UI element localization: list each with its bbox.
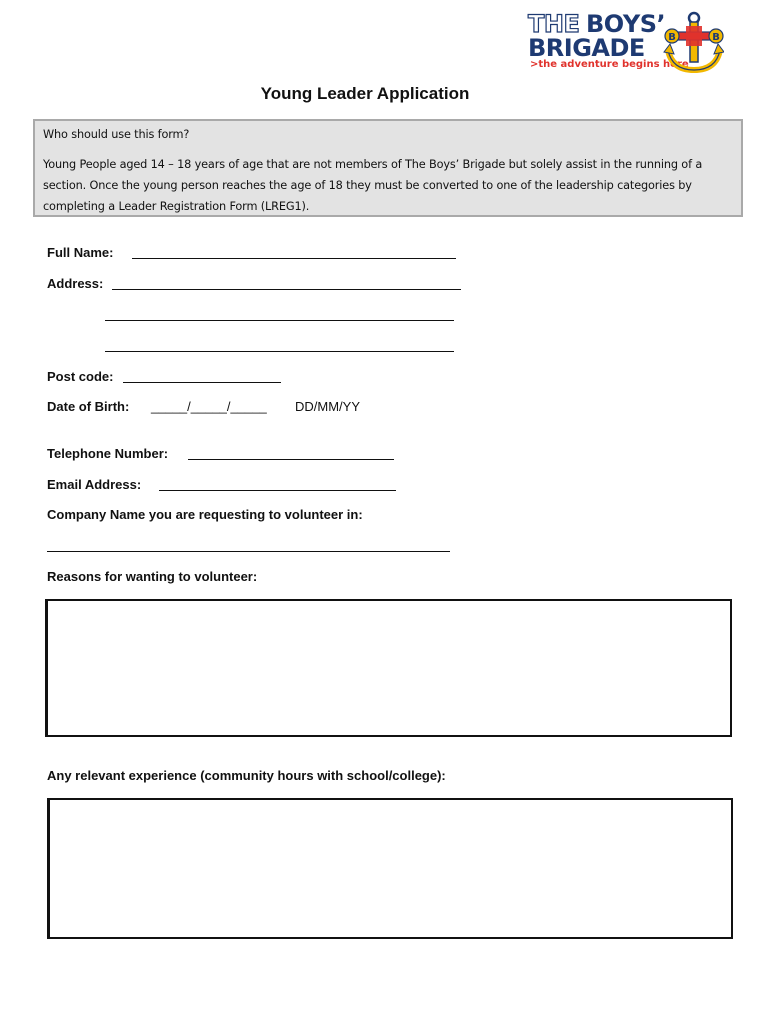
anchor-emblem-icon xyxy=(660,10,724,74)
full-name-label: Full Name: xyxy=(47,245,114,260)
company-field[interactable] xyxy=(47,551,450,552)
logo-text-brigade: BRIGADE xyxy=(528,34,645,62)
reasons-label: Reasons for wanting to volunteer: xyxy=(47,569,258,584)
address-label: Address: xyxy=(47,276,104,291)
address-field-line-2[interactable] xyxy=(105,320,454,321)
telephone-label: Telephone Number: xyxy=(47,446,169,461)
dob-format-hint: DD/MM/YY xyxy=(295,399,360,414)
experience-label: Any relevant experience (community hours with school/college): xyxy=(47,768,446,783)
brand-logo xyxy=(528,10,728,74)
email-label: Email Address: xyxy=(47,477,142,492)
info-box xyxy=(33,119,743,217)
email-field[interactable] xyxy=(159,490,396,491)
post-code-label: Post code: xyxy=(47,369,114,384)
company-label: Company Name you are requesting to volunteer in: xyxy=(47,507,363,522)
logo-tagline: >the adventure begins here xyxy=(530,59,689,70)
dob-field[interactable]: _____/_____/_____ xyxy=(151,399,267,414)
reasons-textarea[interactable] xyxy=(45,599,732,737)
experience-textarea[interactable] xyxy=(47,798,733,939)
info-question: Who should use this form? xyxy=(43,128,190,141)
page-title: Young Leader Application xyxy=(260,84,470,103)
full-name-field[interactable] xyxy=(132,258,456,259)
svg-text:B: B xyxy=(712,32,720,43)
post-code-field[interactable] xyxy=(123,382,281,383)
logo-text-boys: BOYS’ xyxy=(586,10,666,38)
info-body: Young People aged 14 – 18 years of age that are not members of The Boys’ Brigade but solely assist in the running of a section. Once the young person reaches the age of 18 they must be converted to one of the leadership categories by completing a Leader Registration Form (LREG1). xyxy=(43,158,703,213)
address-field-line-3[interactable] xyxy=(105,351,454,352)
address-field-line-1[interactable] xyxy=(112,289,461,290)
dob-label: Date of Birth: xyxy=(47,399,130,414)
svg-text:B: B xyxy=(668,32,676,43)
telephone-field[interactable] xyxy=(188,459,394,460)
logo-text-the: THE xyxy=(528,10,580,38)
